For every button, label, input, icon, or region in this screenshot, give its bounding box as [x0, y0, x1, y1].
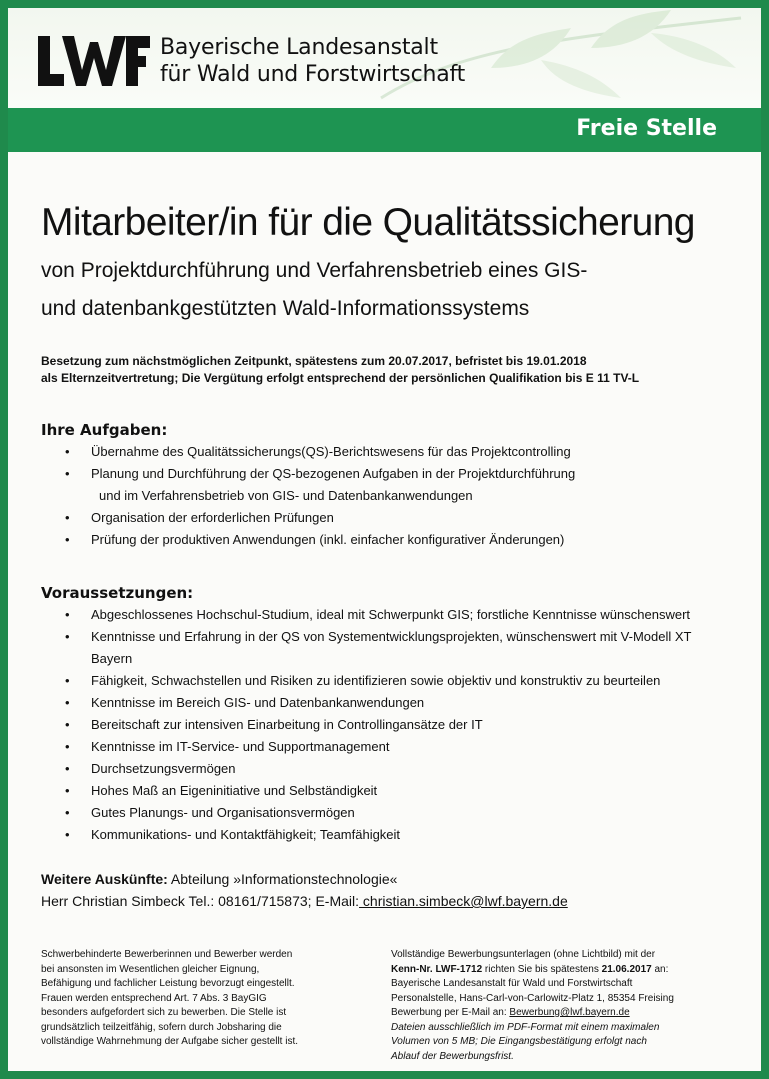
green-band — [8, 108, 761, 152]
contact-department: Abteilung »Informationstechnologie« — [167, 871, 398, 887]
tasks-heading: Ihre Aufgaben: — [41, 421, 168, 439]
contact-email-link[interactable]: christian.simbeck@lwf.bayern.de — [359, 893, 568, 909]
list-item: • Kenntnisse und Erfahrung in der QS von Systementwicklungsprojekten, wünschenswert mit V-Modell XT Bayern — [41, 626, 731, 670]
footer-right-line: Bayerische Landesanstalt für Wald und Forstwirtschaft — [391, 978, 633, 989]
org-name — [160, 34, 465, 88]
list-item-continuation: und im Verfahrensbetrieb von GIS- und Datenbankanwendungen — [99, 488, 473, 503]
footer-equal-opportunity — [41, 948, 371, 1050]
footer-right-line: Personalstelle, Hans-Carl-von-Carlowitz-Platz 1, 85354 Freising — [391, 992, 674, 1004]
job-subtitle-line2: und datenbankgestützten Wald-Informationssystems — [41, 297, 530, 320]
org-name-line1: Bayerische Landesanstalt — [160, 35, 438, 60]
footer-italic-text: Volumen von 5 MB; Die Eingangsbestätigung erfolgt nach — [391, 1036, 647, 1047]
footer-right-line-email — [391, 1006, 731, 1021]
job-meta-line2: als Elternzeitvertretung; Die Vergütung erfolgt entsprechend der persönlichen Qualifikation bis E 11 TV-L — [41, 371, 640, 385]
footer-italic-line — [391, 1050, 731, 1065]
list-item: • Prüfung der produktiven Anwendungen (inkl. einfacher konfigurativer Änderungen) — [41, 529, 731, 551]
footer-application-info — [391, 948, 731, 1064]
contact-line2 — [41, 890, 568, 912]
application-email-link[interactable]: Bewerbung@lwf.bayern.de — [509, 1007, 630, 1018]
band-label: Freie Stelle — [576, 116, 717, 141]
requirements-list — [41, 604, 731, 846]
list-item: • Kenntnisse im Bereich GIS- und Datenbankanwendungen — [41, 692, 731, 714]
footer-left-line: bei ansonsten im Wesentlichen gleicher Eignung, — [41, 963, 260, 975]
job-posting-sheet — [8, 8, 761, 1071]
list-item: • Fähigkeit, Schwachstellen und Risiken zu identifizieren sowie objektiv und konstruktiv zu beurteilen — [41, 670, 731, 692]
tasks-list — [41, 441, 731, 551]
contact-line1 — [41, 868, 397, 890]
list-item: • Durchsetzungsvermögen — [41, 758, 731, 780]
header — [8, 8, 761, 108]
kenn-number: Kenn-Nr. LWF-1712 — [391, 963, 483, 975]
footer-left-line: vollständige Wahrnehmung der Aufgabe sicher gestellt ist. — [41, 1036, 298, 1047]
footer-left-line: Frauen werden entsprechend Art. 7 Abs. 3 BayGIG — [41, 992, 267, 1004]
contact-person: Herr Christian Simbeck Tel.: 08161/715873; E-Mail: — [41, 893, 360, 909]
list-item: • Abgeschlossenes Hochschul-Studium, ideal mit Schwerpunkt GIS; forstliche Kenntnisse wünschenswert — [41, 604, 731, 626]
list-item: • Bereitschaft zur intensiven Einarbeitung in Controllingansätze der IT — [41, 714, 731, 736]
footer-italic-text: Ablauf der Bewerbungsfrist. — [391, 1050, 514, 1062]
contact-label: Weitere Auskünfte: — [41, 871, 168, 887]
footer-left-line: Schwerbehinderte Bewerberinnen und Bewerber werden — [41, 949, 293, 960]
footer-left-line: besonders aufgefordert sich zu bewerben. Die Stelle ist — [41, 1007, 287, 1018]
list-item: • Hohes Maß an Eigeninitiative und Selbständigkeit — [41, 780, 731, 802]
footer-left-line: Befähigung und fachlicher Leistung bevorzugt eingestellt. — [41, 978, 295, 989]
deadline-suffix: an: — [651, 963, 669, 975]
list-item: • Kenntnisse im IT-Service- und Supportmanagement — [41, 736, 731, 758]
job-title: Mitarbeiter/in für die Qualitätssicherung — [41, 201, 695, 244]
list-item: • Übernahme des Qualitätssicherungs(QS)-Berichtswesens für das Projektcontrolling — [41, 441, 731, 463]
footer-italic-line — [391, 1021, 731, 1036]
list-item: • Gutes Planungs- und Organisationsvermögen — [41, 802, 731, 824]
deadline-date: 21.06.2017 — [601, 963, 652, 975]
org-name-line2: für Wald und Forstwirtschaft — [160, 62, 466, 87]
list-item: • Kommunikations- und Kontaktfähigkeit; Teamfähigkeit — [41, 824, 731, 846]
list-item: • Organisation der erforderlichen Prüfungen — [41, 507, 731, 529]
requirements-heading: Voraussetzungen: — [41, 584, 194, 602]
footer-italic-line — [391, 1035, 731, 1050]
footer-italic-text: Dateien ausschließlich im PDF-Format mit einem maximalen — [391, 1021, 660, 1033]
footer-left-line: grundsätzlich teilzeitfähig, sofern durch Jobsharing die — [41, 1021, 282, 1033]
job-meta-line1: Besetzung zum nächstmöglichen Zeitpunkt, spätestens zum 20.07.2017, befristet bis 19.01.2018 — [41, 354, 587, 368]
email-prefix: Bewerbung per E-Mail an: — [391, 1007, 510, 1018]
deadline-text: richten Sie bis spätestens — [482, 963, 602, 975]
footer-right-line-kenn — [391, 963, 731, 978]
lwf-logo-icon — [38, 36, 150, 86]
job-subtitle-line1: von Projektdurchführung und Verfahrensbetrieb eines GIS- — [41, 259, 588, 282]
footer-right-line: Vollständige Bewerbungsunterlagen (ohne Lichtbild) mit der — [391, 949, 656, 960]
list-item: • Planung und Durchführung der QS-bezogenen Aufgaben in der Projektdurchführung — [41, 463, 731, 485]
